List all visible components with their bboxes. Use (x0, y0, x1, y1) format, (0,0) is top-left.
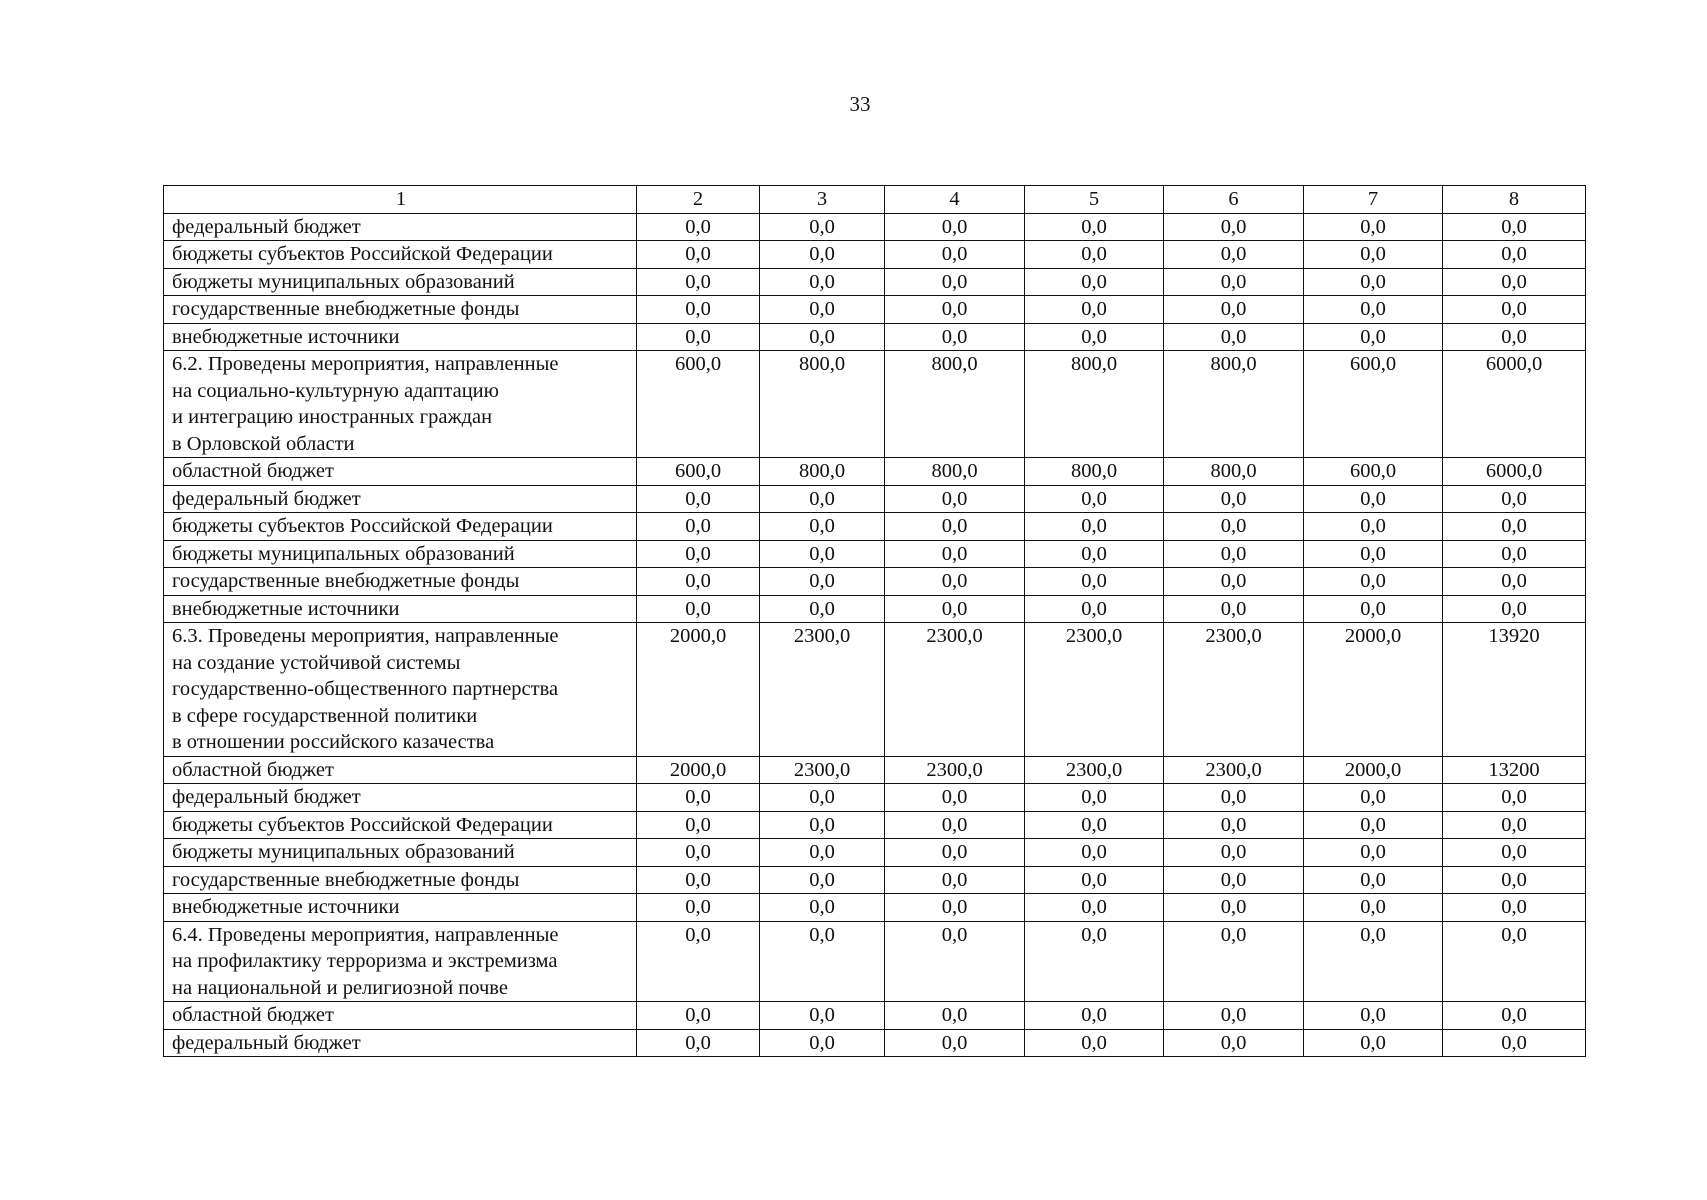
table-row (164, 1029, 1586, 1057)
value-cell: 0,0 (760, 866, 885, 894)
value-cell: 0,0 (760, 268, 885, 296)
value-cell: 0,0 (760, 595, 885, 623)
value-cell: 800,0 (1164, 458, 1304, 486)
value-cell: 0,0 (1304, 568, 1443, 596)
table-row (164, 623, 1586, 757)
row-label-line: государственно-общественного партнерства (172, 678, 559, 700)
table-row (164, 458, 1586, 486)
value-cell: 0,0 (885, 1002, 1025, 1030)
table-row (164, 921, 1586, 1002)
value-cell: 0,0 (885, 268, 1025, 296)
row-label (164, 1002, 637, 1030)
value-cell: 0,0 (1025, 595, 1164, 623)
value-cell: 2300,0 (1164, 756, 1304, 784)
row-label-line: областной бюджет (172, 460, 334, 482)
value-cell: 0,0 (637, 811, 760, 839)
value-cell: 2300,0 (1025, 623, 1164, 757)
value-cell: 0,0 (1304, 296, 1443, 324)
column-number-header: 5 (1025, 186, 1164, 214)
value-cell: 2300,0 (885, 756, 1025, 784)
row-label-line: бюджеты субъектов Российской Федерации (172, 243, 553, 265)
row-label-line: и интеграцию иностранных граждан (172, 406, 493, 428)
value-cell: 0,0 (1164, 839, 1304, 867)
row-label-line: внебюджетные источники (172, 597, 400, 620)
value-cell: 600,0 (1304, 351, 1443, 458)
row-label (164, 866, 637, 894)
row-label-line: на социально-культурную адаптацию (172, 379, 499, 402)
value-cell: 0,0 (1164, 213, 1304, 241)
row-label-line: 6.4. Проведены мероприятия, направленные (172, 923, 559, 946)
value-cell: 6000,0 (1443, 351, 1586, 458)
row-label (164, 296, 637, 324)
value-cell: 0,0 (885, 568, 1025, 596)
table-row (164, 1002, 1586, 1030)
column-number-header: 7 (1304, 186, 1443, 214)
value-cell: 0,0 (1304, 485, 1443, 513)
value-cell: 0,0 (1164, 921, 1304, 1002)
value-cell: 0,0 (885, 811, 1025, 839)
column-number-header: 6 (1164, 186, 1304, 214)
value-cell: 0,0 (637, 784, 760, 812)
value-cell: 0,0 (1164, 296, 1304, 324)
value-cell: 0,0 (1025, 241, 1164, 269)
value-cell: 0,0 (637, 921, 760, 1002)
value-cell: 800,0 (760, 351, 885, 458)
row-label-line: федеральный бюджет (172, 1031, 361, 1054)
value-cell: 0,0 (1025, 921, 1164, 1002)
value-cell: 800,0 (1164, 351, 1304, 458)
table-row (164, 784, 1586, 812)
value-cell: 0,0 (1025, 513, 1164, 541)
value-cell: 0,0 (1443, 213, 1586, 241)
row-label (164, 485, 637, 513)
value-cell: 2000,0 (637, 756, 760, 784)
row-label-line: на национальной и религиозной почве (172, 976, 508, 999)
value-cell: 0,0 (885, 784, 1025, 812)
value-cell: 0,0 (1443, 540, 1586, 568)
row-label-line: федеральный бюджет (172, 786, 361, 808)
value-cell: 0,0 (637, 839, 760, 867)
value-cell: 0,0 (885, 513, 1025, 541)
row-label-line: государственные внебюджетные фонды (172, 868, 520, 891)
value-cell: 0,0 (1443, 568, 1586, 596)
value-cell: 0,0 (1304, 866, 1443, 894)
row-label-line: на создание устойчивой системы (172, 651, 461, 674)
value-cell: 0,0 (885, 595, 1025, 623)
value-cell: 0,0 (1025, 213, 1164, 241)
value-cell: 0,0 (637, 296, 760, 324)
value-cell: 0,0 (637, 241, 760, 269)
table-row (164, 866, 1586, 894)
row-label-line: 6.2. Проведены мероприятия, направленные (172, 353, 559, 375)
value-cell: 0,0 (1443, 784, 1586, 812)
value-cell: 0,0 (1164, 595, 1304, 623)
column-number-header: 1 (164, 186, 637, 214)
value-cell: 0,0 (885, 540, 1025, 568)
column-number-header: 4 (885, 186, 1025, 214)
value-cell: 0,0 (1164, 866, 1304, 894)
value-cell: 0,0 (1164, 485, 1304, 513)
value-cell: 0,0 (1164, 540, 1304, 568)
value-cell: 0,0 (637, 894, 760, 922)
table-row (164, 894, 1586, 922)
value-cell: 0,0 (637, 485, 760, 513)
value-cell: 0,0 (885, 894, 1025, 922)
row-label-line: бюджеты субъектов Российской Федерации (172, 813, 553, 836)
value-cell: 13920 (1443, 623, 1586, 757)
value-cell: 0,0 (1304, 921, 1443, 1002)
value-cell: 0,0 (1025, 811, 1164, 839)
value-cell: 0,0 (760, 784, 885, 812)
row-label-line: государственные внебюджетные фонды (172, 298, 520, 320)
row-label (164, 241, 637, 269)
value-cell: 0,0 (885, 839, 1025, 867)
row-label (164, 623, 637, 757)
value-cell: 0,0 (885, 241, 1025, 269)
value-cell: 0,0 (760, 1029, 885, 1057)
value-cell: 0,0 (1304, 811, 1443, 839)
row-label (164, 811, 637, 839)
column-number-header: 2 (637, 186, 760, 214)
row-label-line: бюджеты муниципальных образований (172, 542, 515, 565)
row-label-line: бюджеты муниципальных образований (172, 270, 515, 293)
table-row (164, 568, 1586, 596)
value-cell: 800,0 (760, 458, 885, 486)
value-cell: 0,0 (1164, 1029, 1304, 1057)
budget-table (163, 185, 1586, 1057)
value-cell: 0,0 (760, 811, 885, 839)
value-cell: 0,0 (760, 296, 885, 324)
row-label (164, 540, 637, 568)
value-cell: 600,0 (637, 458, 760, 486)
value-cell: 0,0 (1164, 241, 1304, 269)
value-cell: 0,0 (637, 1029, 760, 1057)
row-label (164, 268, 637, 296)
value-cell: 0,0 (1164, 894, 1304, 922)
value-cell: 0,0 (760, 568, 885, 596)
column-number-header: 8 (1443, 186, 1586, 214)
value-cell: 600,0 (1304, 458, 1443, 486)
value-cell: 0,0 (1304, 540, 1443, 568)
value-cell: 0,0 (760, 485, 885, 513)
row-label-line: бюджеты муниципальных образований (172, 841, 515, 863)
value-cell: 0,0 (637, 866, 760, 894)
value-cell: 0,0 (1025, 1002, 1164, 1030)
table-row (164, 756, 1586, 784)
value-cell: 0,0 (885, 213, 1025, 241)
row-label-line: в Орловской области (172, 432, 355, 455)
value-cell: 0,0 (1443, 866, 1586, 894)
value-cell: 0,0 (637, 513, 760, 541)
value-cell: 0,0 (1164, 784, 1304, 812)
row-label-line: в отношении российского казачества (172, 731, 495, 753)
value-cell: 6000,0 (1443, 458, 1586, 486)
value-cell: 0,0 (1443, 241, 1586, 269)
table-row (164, 540, 1586, 568)
value-cell: 0,0 (1304, 784, 1443, 812)
value-cell: 0,0 (1304, 839, 1443, 867)
table-header-row (164, 186, 1586, 214)
value-cell: 0,0 (760, 540, 885, 568)
value-cell: 0,0 (1304, 213, 1443, 241)
value-cell: 0,0 (637, 213, 760, 241)
value-cell: 2300,0 (1164, 623, 1304, 757)
value-cell: 0,0 (760, 241, 885, 269)
table-row (164, 839, 1586, 867)
row-label-line: 6.3. Проведены мероприятия, направленные (172, 625, 559, 647)
value-cell: 2300,0 (885, 623, 1025, 757)
table-row (164, 595, 1586, 623)
value-cell: 800,0 (1025, 458, 1164, 486)
value-cell: 0,0 (760, 839, 885, 867)
table-row (164, 513, 1586, 541)
value-cell: 0,0 (1025, 1029, 1164, 1057)
row-label (164, 595, 637, 623)
value-cell: 0,0 (1443, 811, 1586, 839)
value-cell: 0,0 (1304, 595, 1443, 623)
value-cell: 0,0 (1443, 268, 1586, 296)
value-cell: 0,0 (1164, 568, 1304, 596)
value-cell: 0,0 (1164, 811, 1304, 839)
value-cell: 0,0 (760, 213, 885, 241)
row-label-line: государственные внебюджетные фонды (172, 570, 520, 592)
value-cell: 0,0 (1304, 323, 1443, 351)
row-label (164, 1029, 637, 1057)
row-label-line: федеральный бюджет (172, 487, 361, 510)
row-label (164, 839, 637, 867)
value-cell: 0,0 (1025, 485, 1164, 513)
value-cell: 0,0 (1164, 513, 1304, 541)
value-cell: 0,0 (1025, 296, 1164, 324)
value-cell: 0,0 (637, 540, 760, 568)
value-cell: 2000,0 (1304, 756, 1443, 784)
value-cell: 0,0 (1025, 866, 1164, 894)
value-cell: 0,0 (1164, 268, 1304, 296)
value-cell: 0,0 (760, 1002, 885, 1030)
row-label-line: внебюджетные источники (172, 325, 400, 348)
value-cell: 0,0 (1443, 839, 1586, 867)
row-label-line: областной бюджет (172, 758, 334, 781)
column-number-header: 3 (760, 186, 885, 214)
row-label (164, 351, 637, 458)
value-cell: 0,0 (1443, 1029, 1586, 1057)
table-row (164, 811, 1586, 839)
value-cell: 0,0 (1164, 1002, 1304, 1030)
row-label (164, 568, 637, 596)
value-cell: 800,0 (1025, 351, 1164, 458)
value-cell: 13200 (1443, 756, 1586, 784)
value-cell: 0,0 (885, 485, 1025, 513)
row-label-line: на профилактику терроризма и экстремизма (172, 950, 558, 972)
value-cell: 2300,0 (760, 623, 885, 757)
value-cell: 0,0 (1304, 241, 1443, 269)
value-cell: 0,0 (760, 513, 885, 541)
value-cell: 0,0 (1025, 323, 1164, 351)
value-cell: 0,0 (1025, 568, 1164, 596)
value-cell: 2000,0 (1304, 623, 1443, 757)
value-cell: 0,0 (1304, 513, 1443, 541)
row-label (164, 756, 637, 784)
value-cell: 0,0 (1025, 268, 1164, 296)
value-cell: 600,0 (637, 351, 760, 458)
row-label (164, 323, 637, 351)
value-cell: 0,0 (1304, 1002, 1443, 1030)
value-cell: 2300,0 (1025, 756, 1164, 784)
value-cell: 0,0 (760, 921, 885, 1002)
value-cell: 800,0 (885, 351, 1025, 458)
value-cell: 0,0 (637, 268, 760, 296)
table-row (164, 213, 1586, 241)
value-cell: 0,0 (1443, 921, 1586, 1002)
value-cell: 0,0 (885, 1029, 1025, 1057)
row-label (164, 921, 637, 1002)
value-cell: 0,0 (1304, 268, 1443, 296)
row-label (164, 513, 637, 541)
value-cell: 0,0 (760, 894, 885, 922)
value-cell: 0,0 (1304, 1029, 1443, 1057)
value-cell: 800,0 (885, 458, 1025, 486)
value-cell: 0,0 (1025, 894, 1164, 922)
value-cell: 0,0 (1443, 894, 1586, 922)
value-cell: 0,0 (885, 866, 1025, 894)
row-label-line: федеральный бюджет (172, 215, 361, 238)
row-label (164, 458, 637, 486)
value-cell: 0,0 (637, 1002, 760, 1030)
value-cell: 0,0 (1443, 1002, 1586, 1030)
table-row (164, 485, 1586, 513)
value-cell: 2000,0 (637, 623, 760, 757)
value-cell: 0,0 (1025, 784, 1164, 812)
value-cell: 0,0 (637, 568, 760, 596)
value-cell: 0,0 (1025, 540, 1164, 568)
row-label-line: бюджеты субъектов Российской Федерации (172, 515, 553, 537)
row-label (164, 894, 637, 922)
value-cell: 0,0 (1164, 323, 1304, 351)
value-cell: 0,0 (1443, 595, 1586, 623)
row-label-line: внебюджетные источники (172, 896, 400, 918)
value-cell: 0,0 (885, 921, 1025, 1002)
value-cell: 0,0 (885, 323, 1025, 351)
table-row (164, 241, 1586, 269)
value-cell: 0,0 (1443, 485, 1586, 513)
table-row (164, 296, 1586, 324)
value-cell: 0,0 (1304, 894, 1443, 922)
value-cell: 0,0 (1443, 296, 1586, 324)
row-label (164, 784, 637, 812)
row-label-line: в сфере государственной политики (172, 704, 478, 727)
value-cell: 0,0 (760, 323, 885, 351)
table-row (164, 323, 1586, 351)
row-label-line: областной бюджет (172, 1004, 334, 1026)
page-number: 33 (849, 92, 871, 116)
value-cell: 0,0 (1443, 513, 1586, 541)
value-cell: 0,0 (1025, 839, 1164, 867)
table-row (164, 268, 1586, 296)
table-body (164, 186, 1586, 1057)
value-cell: 2300,0 (760, 756, 885, 784)
value-cell: 0,0 (637, 595, 760, 623)
value-cell: 0,0 (637, 323, 760, 351)
value-cell: 0,0 (1443, 323, 1586, 351)
row-label (164, 213, 637, 241)
table-row (164, 351, 1586, 458)
value-cell: 0,0 (885, 296, 1025, 324)
